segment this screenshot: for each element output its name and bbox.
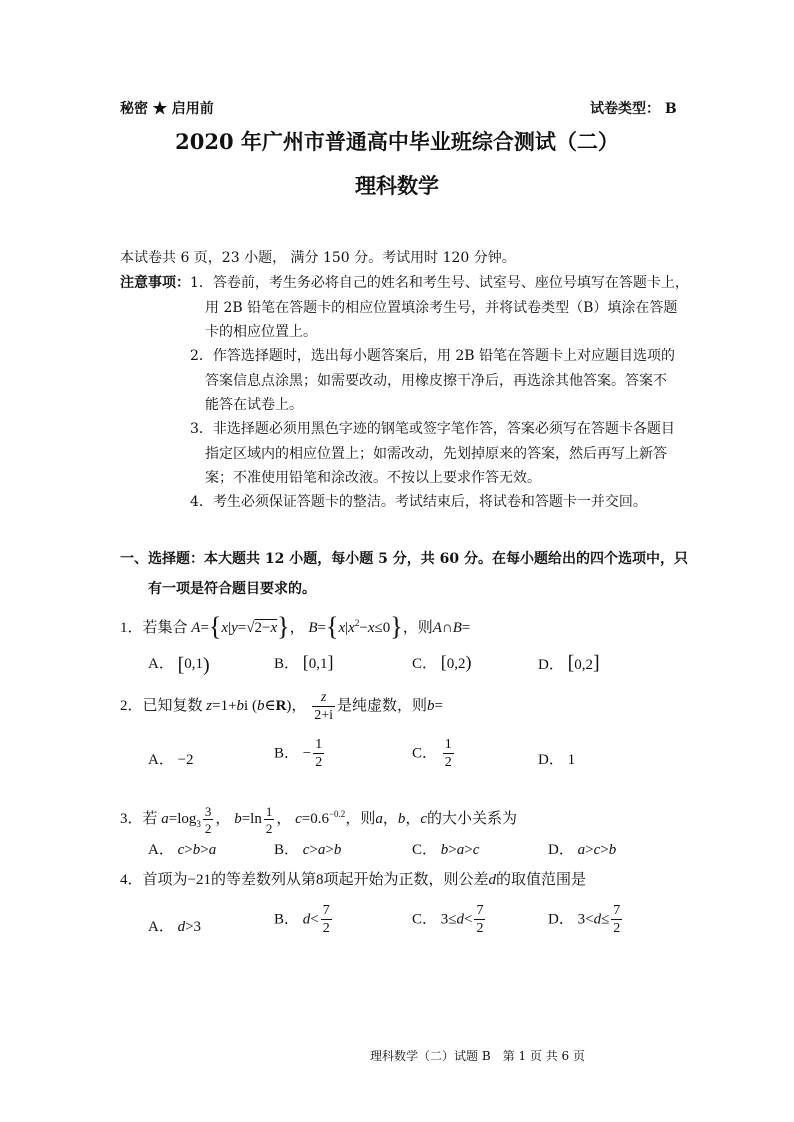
question-number: 1． <box>120 620 143 636</box>
question-text: ， <box>291 698 307 714</box>
option-c: C． 3≤d< $\frac{7}{2}$ <box>412 903 484 936</box>
question-text: 的取值范围是 <box>496 872 587 888</box>
option-c: C． [0,2) <box>412 652 472 672</box>
option-d: D． [0,2] <box>538 652 600 674</box>
option-b: B． − $\frac{1}{2}$ <box>274 737 323 770</box>
question-number: 2． <box>120 698 143 714</box>
question-number: 3． <box>120 811 143 827</box>
note-item: 用 2B 铅笔在答题卡的相应位置填涂考生号，并将试卷类型（B）填涂在答题 <box>205 300 678 316</box>
page-footer: 理科数学（二）试题 B 第 1 页 共 6 页 <box>370 1049 585 1063</box>
option-d: D． 3<d≤ $\frac{7}{2}$ <box>548 903 621 936</box>
option-d: D． 1 <box>538 752 576 768</box>
section-heading: 一、选择题：本大题共 12 小题，每小题 5 分，共 60 分。在每小题给出的四个选项中，只 <box>120 551 688 567</box>
question-text: 已知复数 <box>142 698 203 714</box>
paper-type-label: 试卷类型： B <box>590 101 677 117</box>
question-text: 是纯虚数，则 <box>336 698 427 714</box>
question-text: ，则 <box>402 620 433 636</box>
question-2: 2．已知复数 z=1+bi (b∈R)， $\frac{z}{2+i}$ 是纯虚数，则b= <box>120 689 443 723</box>
note-item: 能答在试卷上。 <box>205 397 303 413</box>
note-item: 卡的相应位置上。 <box>205 324 317 340</box>
page-subtitle: 理科数学 <box>355 173 439 198</box>
option-a: A． c>b>a <box>148 842 217 858</box>
note-item: 2．作答选择题时，选出每小题答案后，用 2B 铅笔在答题卡上对应题目选项的 <box>190 348 676 364</box>
option-a: A． d>3 <box>148 919 202 935</box>
option-c: C． b>a>c <box>412 842 480 858</box>
question-text: 的等差数列从第 <box>211 872 317 888</box>
confidential-label: 秘密 ★ 启用前 <box>120 101 214 117</box>
page-title: 2020 年广州市普通高中毕业班综合测试（二） <box>175 129 619 154</box>
note-item: 1．答卷前，考生务必将自己的姓名和考生号、试室号、座位号填写在答题卡上， <box>190 275 689 291</box>
option-b: B． [0,1] <box>274 652 334 672</box>
question-text: 项起开始为正数，则公差 <box>323 872 489 888</box>
question-text: ， <box>289 620 305 636</box>
question-3: 3．若 $a=\log_3$ $\frac{3}{2}$ ， b=ln $\frac{1}{2}$ ， $c=0.6^{-0.2}$，则a，b，c的大小关系为 <box>120 803 518 836</box>
option-d: D． a>c>b <box>548 842 617 858</box>
note-item: 3．非选择题必须用黑色字迹的钢笔或签字笔作答，答案必须写在答题卡各题目 <box>190 421 675 437</box>
section-heading-cont: 有一项是符合题目要求的。 <box>148 581 316 597</box>
note-item: 答案信息点涂黑；如需要改动，用橡皮擦干净后，再选涂其他答案。答案不 <box>205 373 667 389</box>
question-number: 4． <box>120 872 143 888</box>
question-1: 1．若集合 A={x|y=√2−x}， $B=\{x|x^2-x\le 0\}$，则A∩B= <box>120 612 471 641</box>
option-b: B． d< $\frac{7}{2}$ <box>274 903 330 936</box>
question-text: 的大小关系为 <box>427 811 518 827</box>
option-b: B． c>a>b <box>274 842 342 858</box>
option-c: C． $\frac{1}{2}$ <box>412 737 452 770</box>
question-text: 首项为 <box>142 872 188 888</box>
note-item: 指定区域内的相应位置上；如需改动，先划掉原来的答案，然后再写上新答 <box>205 446 667 462</box>
note-item: 案；不准使用铅笔和涂改液。不按以上要求作答无效。 <box>205 470 541 486</box>
option-a: A． [0,1) <box>148 654 210 676</box>
question-text: 若集合 <box>142 620 188 636</box>
question-4: 4．首项为−21的等差数列从第8项起开始为正数，则公差d的取值范围是 <box>120 872 587 888</box>
option-a: A． −2 <box>148 752 194 768</box>
note-item: 4．考生必须保证答题卡的整洁。考试结束后，将试卷和答题卡一并交回。 <box>190 494 647 510</box>
question-text: 若 <box>142 811 158 827</box>
notes-label: 注意事项： <box>120 275 190 291</box>
exam-intro: 本试卷共 6 页，23 小题， 满分 150 分。考试用时 120 分钟。 <box>120 250 516 266</box>
